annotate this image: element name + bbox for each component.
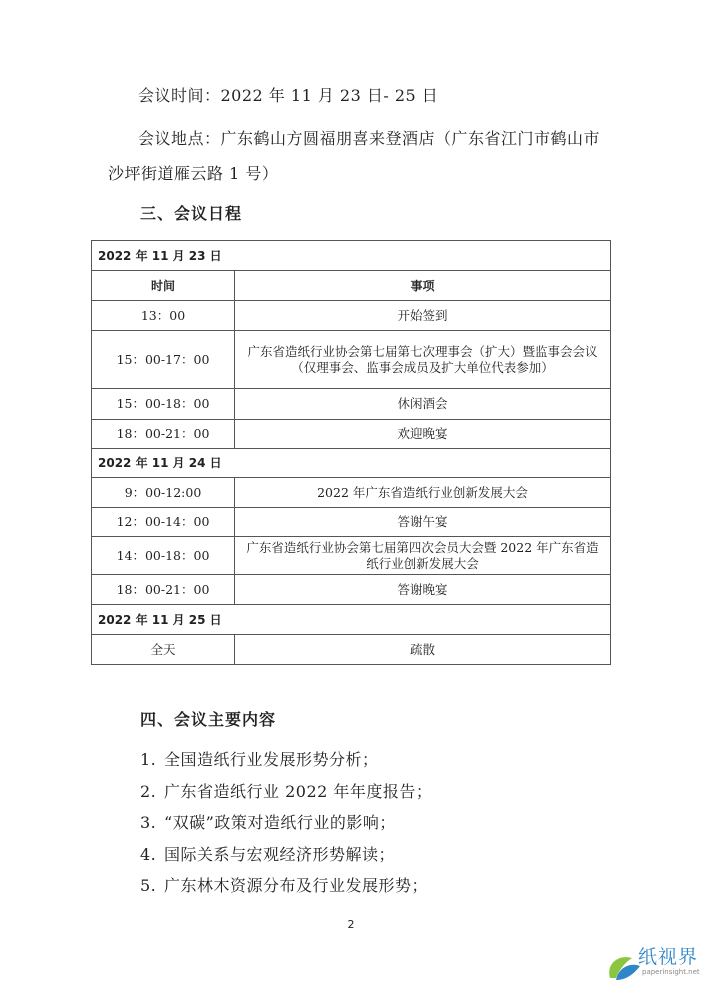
section-heading-schedule: 三、会议日程 [140,204,243,223]
list-item-text: “双碳”政策对造纸行业的影响； [164,813,396,833]
column-header-item: 事项 [235,271,611,301]
table-row [92,537,611,575]
list-item-text: 广东林木资源分布及行业发展形势； [164,876,429,896]
list-item-number: 2. [140,781,157,801]
list-item-number: 1. [140,750,157,769]
list-item-text: 国际关系与宏观经济形势解读； [164,844,396,864]
table-row [92,575,611,605]
time-cell: 全天 [92,635,235,665]
date-row-nov-25: 2022 年 11 月 25 日 [92,605,611,635]
meeting-time: 会议时间：2022 年 11 月 23 日- 25 日 [138,86,439,105]
date-row-nov-23: 2022 年 11 月 23 日 [92,241,611,271]
time-cell: 12：00-14：00 [92,508,235,537]
table-row [92,389,611,420]
time-cell: 13：00 [92,301,235,331]
item-cell: 开始签到 [235,301,611,331]
time-cell: 14：00-18：00 [92,537,235,575]
table-row [92,605,611,635]
meeting-place: 会议地点：广东鹤山方圆福朋喜来登酒店（广东省江门市鹤山市沙坪街道雁云路 1 号） [108,129,601,183]
table-row [92,478,611,508]
table-row [92,420,611,449]
date-row-nov-24: 2022 年 11 月 24 日 [92,449,611,478]
table-row [92,449,611,478]
time-cell: 15：00-17：00 [92,331,235,389]
list-item-text: 全国造纸行业发展形势分析； [164,750,379,769]
list-item-text: 广东省造纸行业 2022 年年度报告； [164,781,433,801]
item-cell: 2022 年广东省造纸行业创新发展大会 [235,478,611,508]
table-row [92,331,611,389]
item-cell: 休闲酒会 [235,389,611,420]
content-list [140,744,432,902]
time-cell: 15：00-18：00 [92,389,235,420]
watermark-url: paperinsight.net [642,968,700,976]
item-cell: 答谢午宴 [235,508,611,537]
list-item [140,776,432,808]
table-row [92,508,611,537]
list-item [140,870,432,902]
table-row [92,241,611,271]
list-item [140,839,432,871]
time-cell: 18：00-21：00 [92,420,235,449]
item-cell: 欢迎晚宴 [235,420,611,449]
table-row [92,301,611,331]
column-header-time: 时间 [92,271,235,301]
table-row [92,635,611,665]
watermark [604,938,702,992]
list-item [140,744,432,776]
list-item-number: 4. [140,844,157,864]
table-header-row [92,271,611,301]
time-cell: 18：00-21：00 [92,575,235,605]
time-cell: 9：00-12:00 [92,478,235,508]
list-item-number: 5. [140,876,157,896]
page-number: 2 [347,918,355,931]
item-cell: 疏散 [235,635,611,665]
item-cell: 广东省造纸行业协会第七届第四次会员大会暨 2022 年广东省造纸行业创新发展大会 [235,537,611,575]
section-heading-content: 四、会议主要内容 [140,710,277,729]
list-item [140,807,432,839]
item-cell: 广东省造纸行业协会第七届第七次理事会（扩大）暨监事会会议（仅理事会、监事会成员及扩大单位代表参加） [235,331,611,389]
list-item-number: 3. [140,813,157,833]
watermark-name: 纸视界 [638,946,699,968]
item-cell: 答谢晚宴 [235,575,611,605]
schedule-table [91,240,611,665]
